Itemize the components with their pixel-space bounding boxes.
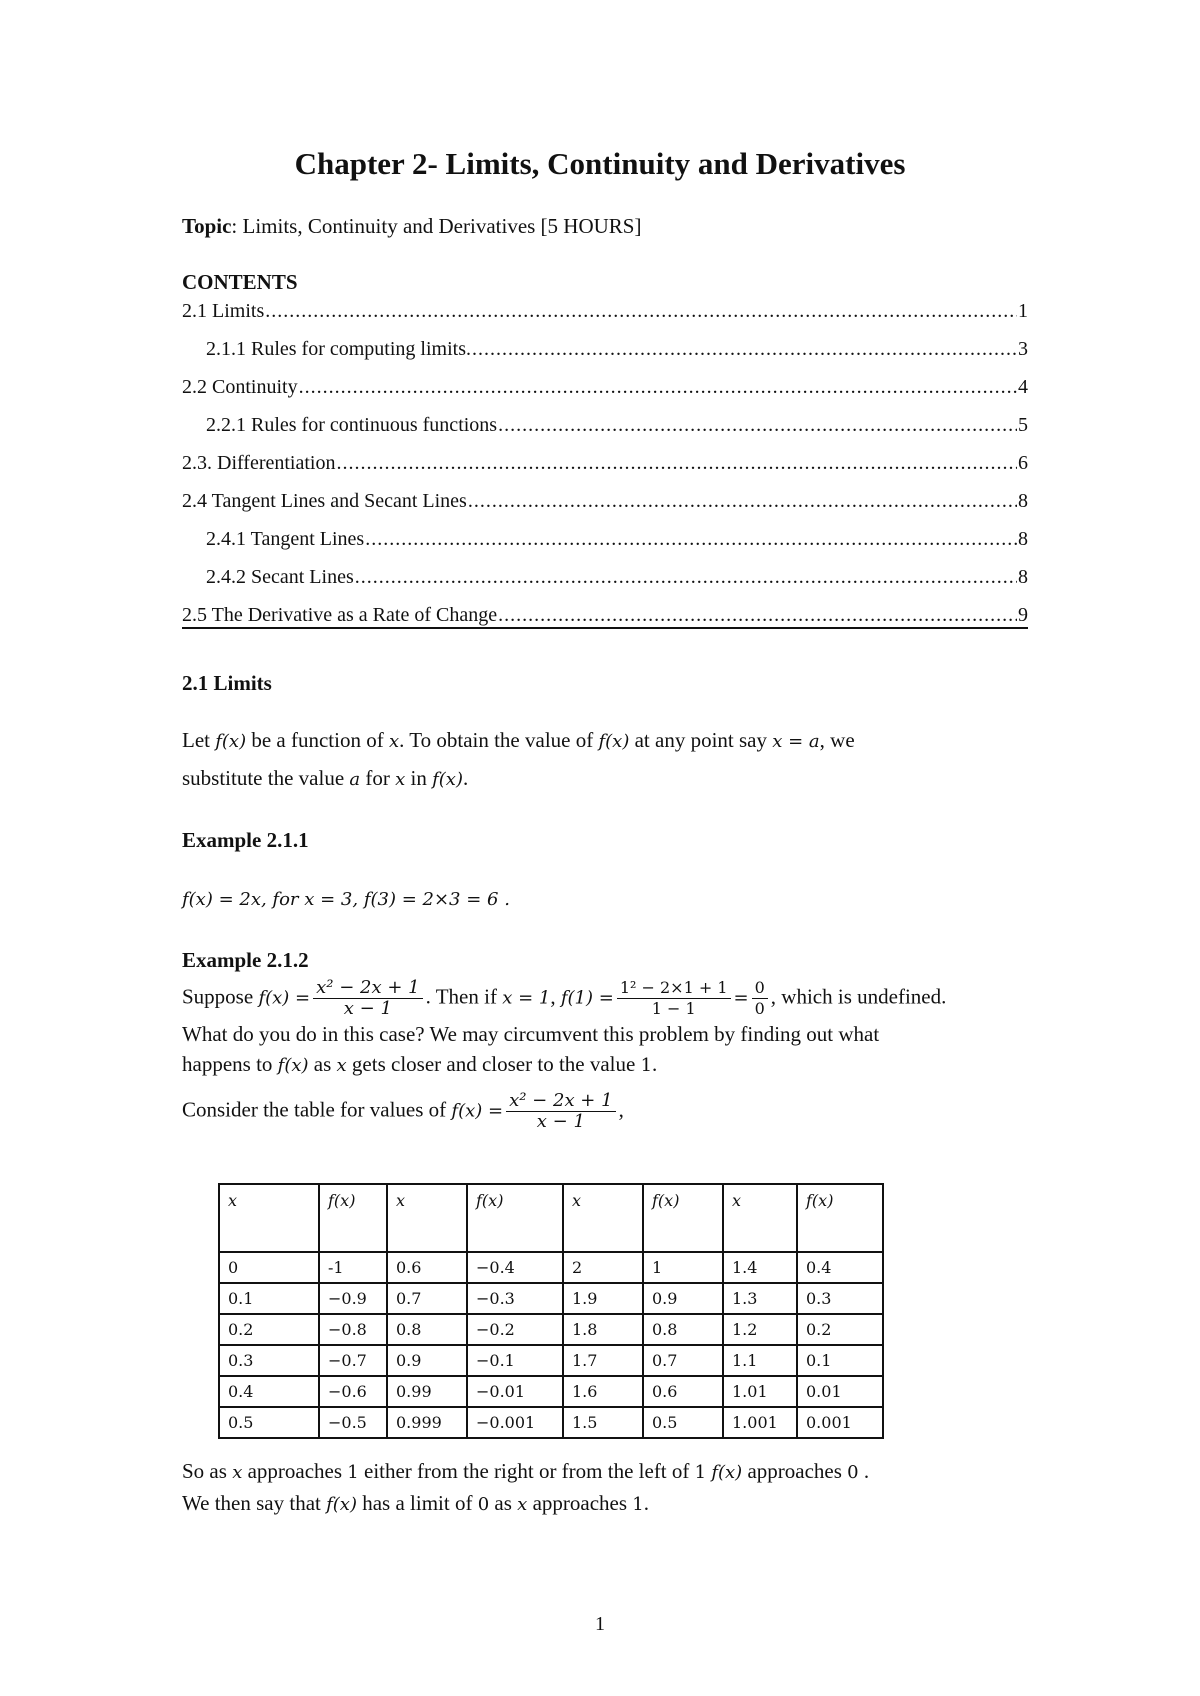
topic-line [182, 214, 641, 239]
section-heading: 2.1 Limits [182, 671, 272, 695]
page-number: 1 [595, 1613, 605, 1635]
toc-entry[interactable]: 2.3. Differentiation ..... 6 [182, 449, 1028, 475]
table-row: 0.1 −0.9 0.7 −0.3 1.9 0.9 1.3 0.3 [219, 1283, 883, 1314]
toc-entry[interactable]: 2.1 Limits ..... 1 [182, 297, 1028, 323]
contents-divider [182, 627, 1028, 629]
toc-entry[interactable]: 2.4.1 Tangent Lines ..... 8 [206, 525, 1028, 551]
example-formula: f(x) = 2x, for x = 3, f(3) = 2×3 = 6 . [182, 889, 510, 910]
toc-entry[interactable]: 2.5 The Derivative as a Rate of Change ..... 9 [182, 601, 1028, 627]
table-row: 0.2 −0.8 0.8 −0.2 1.8 0.8 1.2 0.2 [219, 1314, 883, 1345]
toc-entry[interactable]: 2.2.1 Rules for continuous functions ..... 5 [206, 411, 1028, 437]
toc-entry[interactable]: 2.2 Continuity ..... 4 [182, 373, 1028, 399]
table-row: 0.3 −0.7 0.9 −0.1 1.7 0.7 1.1 0.1 [219, 1345, 883, 1376]
values-table [218, 1183, 884, 1439]
intro-paragraph: Let f(x) be a function of x. To obtain the value of f(x) at any point say x = a, we substitute the value a for x in f(x). [182, 728, 855, 790]
topic-text: : Limits, Continuity and Derivatives [5 HOURS] [231, 214, 642, 238]
table-row: 0 -1 0.6 −0.4 2 1 1.4 0.4 [219, 1252, 883, 1283]
table-header-row: x f(x) x f(x) x f(x) x f(x) [219, 1184, 883, 1252]
toc-entry[interactable]: 2.1.1 Rules for computing limits. ..... 3 [206, 335, 1028, 361]
example-heading: Example 2.1.1 [182, 828, 309, 852]
chapter-title: Chapter 2- Limits, Continuity and Derivatives [294, 146, 906, 181]
toc-entry[interactable]: 2.4 Tangent Lines and Secant Lines ..... 8 [182, 487, 1028, 513]
toc-entry[interactable]: 2.4.2 Secant Lines ..... 8 [206, 563, 1028, 589]
conclusion-paragraph: So as x approaches 1 either from the right or from the left of 1 f(x) approaches 0 . We then say that f(x) has a limit of 0 as x approaches 1. [182, 1459, 870, 1515]
example-heading: Example 2.1.2 [182, 948, 309, 972]
topic-label: Topic [182, 214, 232, 238]
table-row: 0.5 −0.5 0.999 −0.001 1.5 0.5 1.001 0.001 [219, 1407, 883, 1438]
example-paragraph: Suppose f(x) = $\frac{\text{x² − 2x + 1}}{x - 1}$ . Then if x = 1, f(1) = $\frac{\text{1² − 2×1 + 1}}{1 - 1}$ = $\frac{0}{0}$ , which is undefined. What do you do in this case? We may circumvent this problem by finding out what happens to f(x) as x gets closer and closer to the value 1. Consider the table for values of f(x) = $\frac{\text{x² − 2x + 1}}{x - 1}$ , [182, 977, 947, 1132]
contents-heading: CONTENTS [182, 270, 298, 294]
table-row: 0.4 −0.6 0.99 −0.01 1.6 0.6 1.01 0.01 [219, 1376, 883, 1407]
